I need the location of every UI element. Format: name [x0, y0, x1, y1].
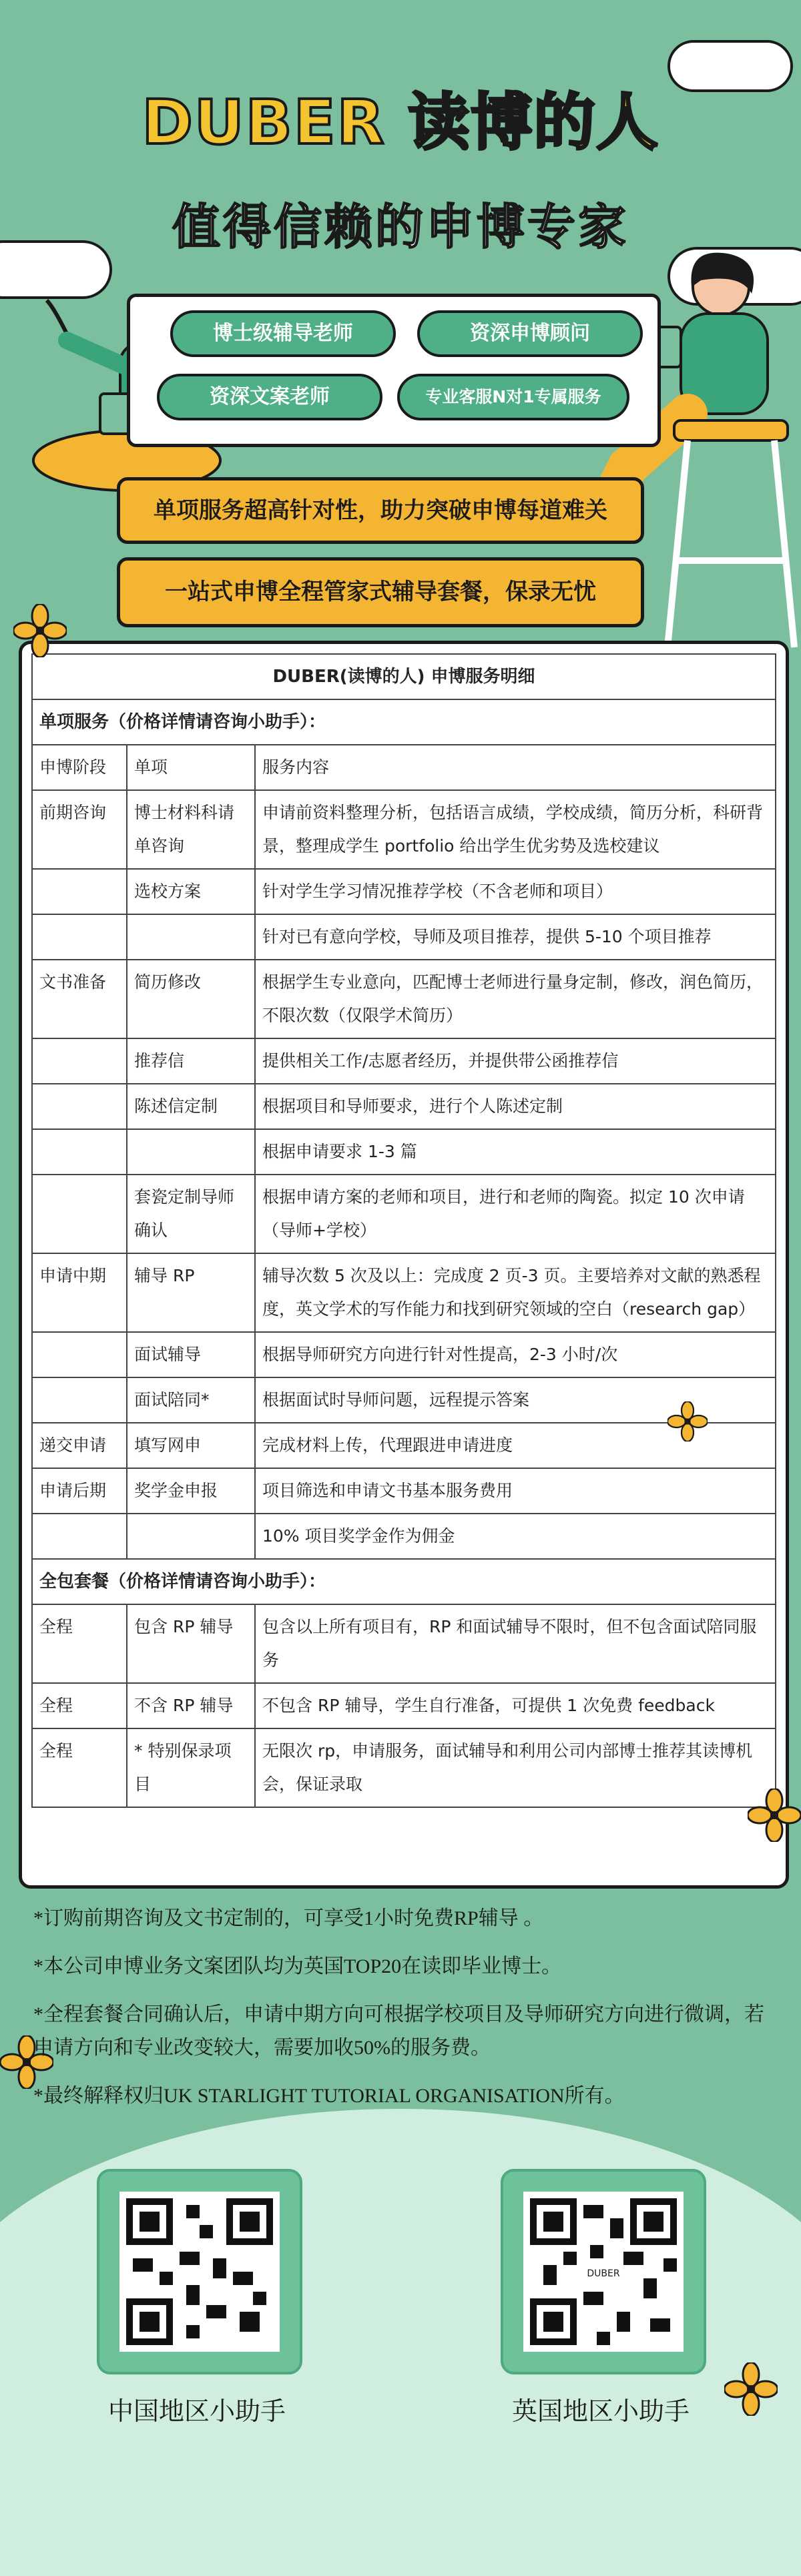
package-section: 全包套餐（价格详情请咨询小助手）：: [32, 1559, 776, 1604]
service-table: [31, 653, 776, 1808]
table-row: [32, 869, 776, 914]
single-service-section: 单项服务（价格详情请咨询小助手）：: [32, 699, 776, 745]
content-cell: 提供相关工作/志愿者经历，并提供带公函推荐信: [255, 1038, 776, 1084]
feature-pill: 博士级辅导老师: [170, 310, 396, 357]
qr-label-uk: 英国地区小助手: [511, 2398, 690, 2426]
table-row: [32, 1468, 776, 1514]
table-row: [32, 1084, 776, 1129]
content-cell: 针对已有意向学校，导师及项目推荐，提供 5-10 个项目推荐: [255, 914, 776, 960]
stage-cell: [32, 1377, 127, 1423]
item-cell: 简历修改: [127, 960, 255, 1038]
content-cell: 根据面试时导师问题，远程提示答案: [255, 1377, 776, 1423]
content-cell: 不包含 RP 辅导，学生自行准备，可提供 1 次免费 feedback: [255, 1683, 776, 1728]
flower-icon: [13, 604, 67, 657]
item-cell: 陈述信定制: [127, 1084, 255, 1129]
note-item: *最终解释权归UK STARLIGHT TUTORIAL ORGANISATION所有。: [33, 2085, 625, 2107]
table-row: [32, 1377, 776, 1423]
qr-frame-china: [97, 2169, 302, 2374]
note-item: *订购前期咨询及文书定制的，可享受1小时免费RP辅导 。: [33, 1907, 544, 1929]
notes-section: [33, 1902, 768, 2128]
item-cell: 包含 RP 辅导: [127, 1604, 255, 1683]
table-row: [32, 1332, 776, 1377]
stage-cell: [32, 914, 127, 960]
features-panel: [127, 294, 661, 447]
note-item: *本公司申博业务文案团队均为英国TOP20在读即毕业博士。: [33, 1955, 562, 1977]
stage-cell: [32, 1084, 127, 1129]
qr-pattern: [523, 2192, 684, 2352]
content-cell: 10% 项目奖学金作为佣金: [255, 1514, 776, 1559]
content-cell: 包含以上所有项目有，RP 和面试辅导不限时，但不包含面试陪同服务: [255, 1604, 776, 1683]
header-content: 服务内容: [255, 745, 776, 790]
table-row: [32, 1253, 776, 1332]
service-table-card: [19, 641, 789, 1889]
feature-pill: 资深申博顾问: [417, 310, 643, 357]
feature-pill: 资深文案老师: [157, 374, 382, 420]
flower-icon: [748, 1789, 801, 1842]
table-row: [32, 1175, 776, 1253]
table-title: DUBER(读博的人) 申博服务明细: [32, 654, 776, 699]
item-cell: [127, 914, 255, 960]
stage-cell: 申请中期: [32, 1253, 127, 1332]
header-item: 单项: [127, 745, 255, 790]
qr-pattern: [119, 2192, 280, 2352]
content-cell: 项目筛选和申请文书基本服务费用: [255, 1468, 776, 1514]
content-cell: 针对学生学习情况推荐学校（不含老师和项目）: [255, 869, 776, 914]
stage-cell: 申请后期: [32, 1468, 127, 1514]
item-cell: [127, 1514, 255, 1559]
feature-pill: 专业客服N对1专属服务: [397, 374, 629, 420]
table-row: [32, 1728, 776, 1807]
stage-cell: [32, 1038, 127, 1084]
banner-single-service: 单项服务超高针对性，助力突破申博每道难关: [117, 477, 644, 544]
note-item: *全程套餐合同确认后，申请中期方向可根据学校项目及导师研究方向进行微调，若申请方向和专业改变较大，需要加收50%的服务费。: [33, 2003, 764, 2059]
flower-icon: [724, 2362, 778, 2416]
qr-label-china: 中国地区小助手: [107, 2398, 286, 2426]
qr-logo-text: DUBER: [587, 2268, 620, 2279]
stage-cell: 文书准备: [32, 960, 127, 1038]
item-cell: 面试辅导: [127, 1332, 255, 1377]
content-cell: 无限次 rp，申请服务，面试辅导和利用公司内部博士推荐其读博机会，保证录取: [255, 1728, 776, 1807]
banner-full-package: 一站式申博全程管家式辅导套餐，保录无忧: [117, 557, 644, 627]
brand-title: DUBER 读博的人: [142, 87, 659, 158]
stage-cell: [32, 1332, 127, 1377]
stage-cell: 前期咨询: [32, 790, 127, 869]
stage-cell: 全程: [32, 1683, 127, 1728]
content-cell: 根据申请要求 1-3 篇: [255, 1129, 776, 1175]
qr-code-uk[interactable]: [523, 2192, 684, 2352]
stage-cell: [32, 1514, 127, 1559]
content-cell: 完成材料上传，代理跟进申请进度: [255, 1423, 776, 1468]
qr-code-china[interactable]: [119, 2192, 280, 2352]
table-row: [32, 1423, 776, 1468]
item-cell: 不含 RP 辅导: [127, 1683, 255, 1728]
table-row: [32, 1038, 776, 1084]
table-row: [32, 1604, 776, 1683]
item-cell: 选校方案: [127, 869, 255, 914]
content-cell: 根据申请方案的老师和项目，进行和老师的陶瓷。拟定 10 次申请（导师+学校）: [255, 1175, 776, 1253]
item-cell: * 特别保录项目: [127, 1728, 255, 1807]
flower-icon: [668, 1401, 708, 1441]
table-row: [32, 790, 776, 869]
stage-cell: [32, 1129, 127, 1175]
stage-cell: 全程: [32, 1604, 127, 1683]
table-row: [32, 1129, 776, 1175]
item-cell: 辅导 RP: [127, 1253, 255, 1332]
item-cell: 面试陪同*: [127, 1377, 255, 1423]
table-row: [32, 1683, 776, 1728]
item-cell: 填写网申: [127, 1423, 255, 1468]
table-row: [32, 914, 776, 960]
content-cell: 根据导师研究方向进行针对性提高，2-3 小时/次: [255, 1332, 776, 1377]
stage-cell: [32, 869, 127, 914]
table-row: [32, 1514, 776, 1559]
content-cell: 根据项目和导师要求，进行个人陈述定制: [255, 1084, 776, 1129]
table-header-row: [32, 745, 776, 790]
content-cell: 申请前资料整理分析，包括语言成绩，学校成绩，简历分析，科研背景，整理成学生 portfolio 给出学生优劣势及选校建议: [255, 790, 776, 869]
header-stage: 申博阶段: [32, 745, 127, 790]
table-row: [32, 960, 776, 1038]
stage-cell: [32, 1175, 127, 1253]
qr-frame-uk: [501, 2169, 706, 2374]
content-cell: 根据学生专业意向，匹配博士老师进行量身定制，修改，润色简历，不限次数（仅限学术简历）: [255, 960, 776, 1038]
stage-cell: 全程: [32, 1728, 127, 1807]
stage-cell: 递交申请: [32, 1423, 127, 1468]
item-cell: [127, 1129, 255, 1175]
item-cell: 套瓷定制导师确认: [127, 1175, 255, 1253]
item-cell: 推荐信: [127, 1038, 255, 1084]
item-cell: 奖学金申报: [127, 1468, 255, 1514]
slogan: 值得信赖的申博专家: [172, 199, 629, 255]
content-cell: 辅导次数 5 次及以上：完成度 2 页-3 页。主要培养对文献的熟悉程度，英文学术的写作能力和找到研究领域的空白（research gap）: [255, 1253, 776, 1332]
item-cell: 博士材料科请单咨询: [127, 790, 255, 869]
